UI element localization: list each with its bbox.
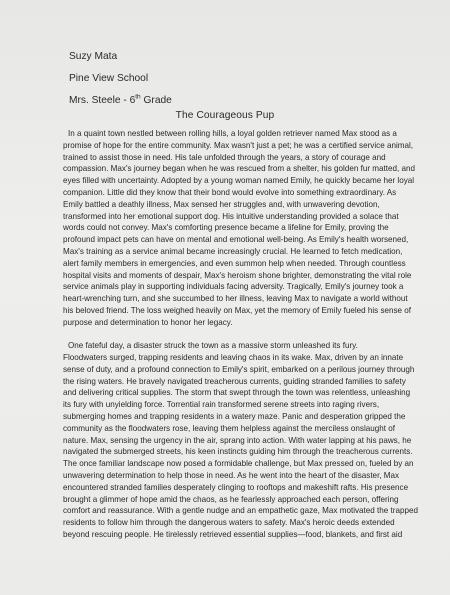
school-name: Pine View School bbox=[69, 73, 149, 84]
text-line: In a quaint town nestled between rolling hills, a loyal golden retriever named Max stood as a bbox=[68, 129, 397, 138]
student-name: Suzy Mata bbox=[69, 51, 118, 62]
text-line: The once familiar landscape now posed a formidable challenge, but Max pressed on, fueled by an bbox=[63, 459, 414, 469]
text-line: trained to assist those in need. His tale unfolded through the years, a story of courage and bbox=[63, 152, 386, 162]
text-line: transformed into her emotional support dog. His intuitive understanding provided a solace that bbox=[63, 211, 399, 221]
text-line: submerging homes and trapping residents in a watery maze. Panic and desperation gripped the bbox=[63, 411, 406, 421]
text-line: words could not convey. Max's comforting presence became a lifeline for Emily, proving the bbox=[63, 223, 389, 233]
text-line: One fateful day, a disaster struck the town as a massive storm unleashed its fury. bbox=[68, 341, 358, 351]
paragraph-1 bbox=[63, 128, 416, 329]
text-line: profound impact pets can have on mental and emotional well-being. As Emily's health worsened, bbox=[63, 235, 409, 245]
essay-body bbox=[63, 128, 418, 541]
text-line: encountered stranded families desperately clinging to rooftops and makeshift rafts. His presence bbox=[63, 482, 409, 492]
text-line: his beloved friend. The loss weighed heavily on Max, yet the memory of Emily fueled his sense of bbox=[63, 305, 412, 315]
text-line: and delivering critical supplies. The storm that swept through the town was relentless, unleashing bbox=[63, 388, 411, 398]
grade-label: Grade bbox=[140, 95, 172, 106]
text-line: Emily battled a deathly illness, Max sensed her struggles and, with unwavering devotion, bbox=[63, 199, 380, 209]
text-line: Max's training as a service animal became increasingly crucial. He learned to fetch medication, bbox=[63, 246, 403, 256]
text-line: alert family members in emergencies, and even summon help when needed. Through countless bbox=[63, 258, 406, 268]
grade-superscript: th bbox=[135, 93, 141, 101]
text-line: compassion. Max's journey began when he was rescued from a shelter, his golden fur matted, and bbox=[63, 164, 416, 174]
text-line: nature. Max, sensing the urgency in the air, sprang into action. With water lapping at his paws, he bbox=[63, 435, 412, 445]
text-line: navigated the submerged streets, his keen instincts guiding him through the treacherous currents. bbox=[63, 447, 413, 457]
text-line: hospital visits and moments of despair, Max's heroism shone brighter, demonstrating the vital role bbox=[63, 270, 412, 280]
text-line: residents to follow him through the dangerous waters to safety. Max's heroic deeds extended bbox=[63, 518, 395, 528]
text-line: beyond rescuing people. He tirelessly retrieved essential supplies—food, blankets, and first aid bbox=[63, 529, 403, 539]
essay-title: The Courageous Pup bbox=[175, 110, 275, 121]
text-line: eyes filled with uncertainty. Adopted by a young woman named Emily, he quickly became her loyal bbox=[63, 176, 415, 186]
text-line: promise of hope for the entire community. Max wasn't just a pet; he was a certified service animal, bbox=[63, 140, 414, 150]
text-line: unwavering determination to help those in need. As he went into the heart of the disaster, Max bbox=[63, 470, 400, 480]
text-line: the rising waters. He bravely navigated treacherous currents, guiding stranded families to safety bbox=[63, 376, 406, 386]
text-line: heart-wrenching turn, and she succumbed to her illness, leaving Max to navigate a world without bbox=[63, 294, 408, 304]
essay-header bbox=[69, 46, 172, 112]
text-line: sense of duty, and a profound connection to Emily's spirit, embarked on a perilous journey through bbox=[63, 364, 415, 374]
text-line: brought a glimmer of hope amid the chaos, as he fearlessly approached each person, offering bbox=[63, 494, 399, 504]
text-line: community as the floodwaters rose, leaving them helpless against the merciless onslaught of bbox=[63, 423, 396, 433]
text-line: companion. Little did they know that their bond would evolve into something extraordinary. As bbox=[63, 187, 397, 197]
text-line: Floodwaters surged, trapping residents and leaving chaos in its wake. Max, driven by an innate bbox=[63, 352, 404, 362]
teacher-grade-line bbox=[69, 90, 172, 112]
text-line: purpose and determination to honor her legacy. bbox=[63, 317, 233, 327]
text-line: service animals play in supporting individuals facing adversity. Tragically, Emily's journey took a bbox=[63, 282, 404, 292]
teacher-name: Mrs. Steele - 6 bbox=[69, 95, 136, 106]
text-line: its fury with unyielding force. Torrential rain transformed serene streets into raging rivers, bbox=[63, 400, 380, 410]
text-line: comfort and reassurance. With a gentle nudge and an empathetic gaze, Max motivated the trapped bbox=[63, 506, 418, 516]
paragraph-2 bbox=[63, 340, 418, 541]
